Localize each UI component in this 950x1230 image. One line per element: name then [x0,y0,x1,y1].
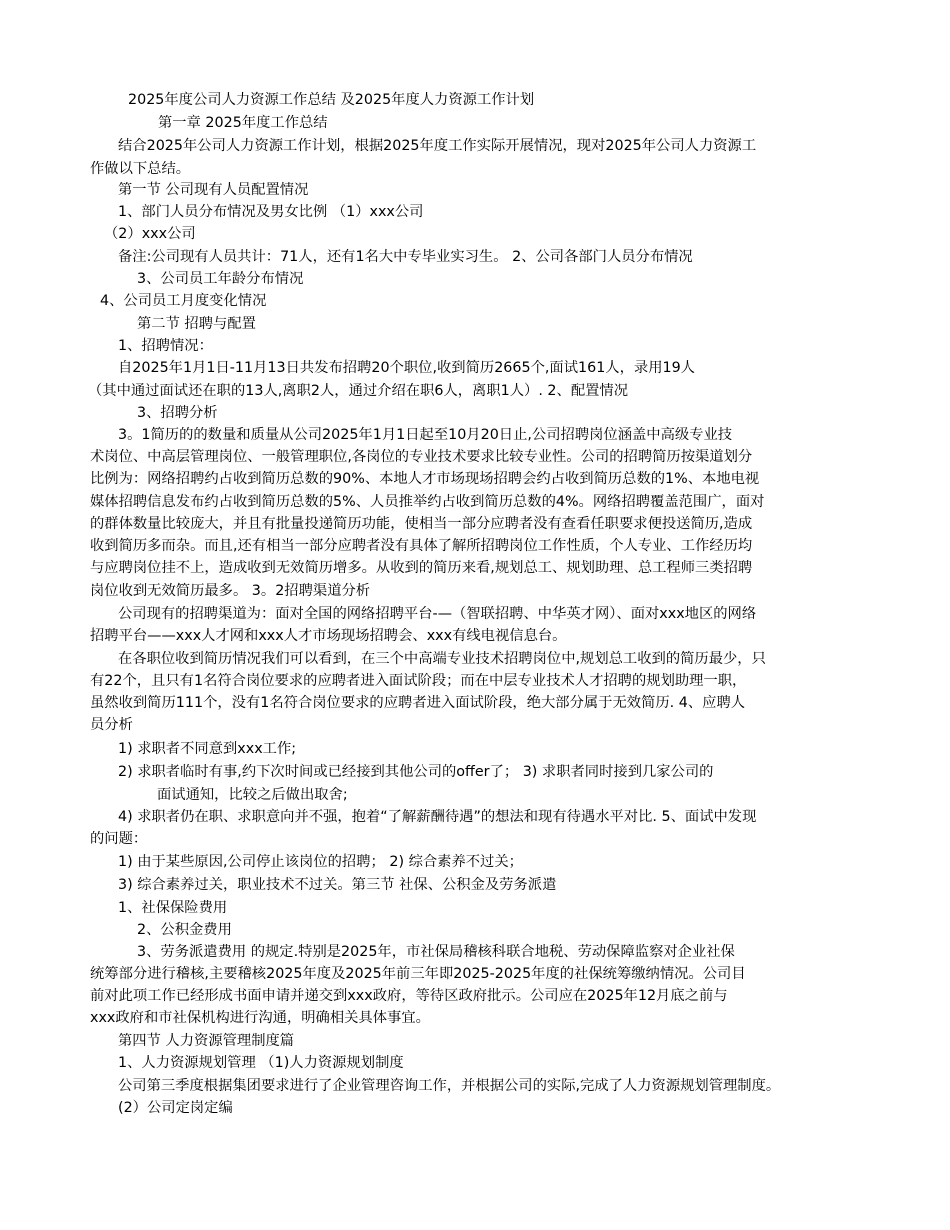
paragraph-line: （其中通过面试还在职的13人,离职2人，通过介绍在职6人，离职1人）. 2、配置情况 [88,383,629,399]
paragraph-line: 4、公司员工月度变化情况 [100,293,267,309]
paragraph-line: 3、招聘分析 [137,405,218,421]
paragraph-line: 的问题： [90,831,148,847]
paragraph-line: 3。1简历的的数量和质量从公司2025年1月1日起至10月20日止,公司招聘岗位涵盖中高级专业技 [118,427,733,443]
paragraph-line: 有22个，且只有1名符合岗位要求的应聘者进入面试阶段；而在中层专业技术人才招聘的规划助理一职， [90,673,747,689]
paragraph-line: 在各职位收到简历情况我们可以看到，在三个中高端专业技术招聘岗位中,规划总工收到的简历最少，只 [118,651,766,667]
paragraph-line: 1、部门人员分布情况及男女比例 （1）xxx公司 [118,204,424,220]
paragraph-line: 3、公司员工年龄分布情况 [137,271,304,287]
section-heading: 第二节 招聘与配置 [137,316,256,332]
paragraph-line: 岗位收到无效简历最多。 3。2招聘渠道分析 [90,583,371,599]
paragraph-line: 1、人力资源规划管理 （1)人力资源规划制度 [118,1055,404,1071]
paragraph-line: 招聘平台——xxx人才网和xxx人才市场现场招聘会、xxx有线电视信息台。 [90,628,567,644]
paragraph-line: 统筹部分进行稽核,主要稽核2025年度及2025年前三年即2025-2025年度的社保统筹缴纳情况。公司目 [90,966,746,982]
paragraph-line: 公司第三季度根据集团要求进行了企业管理咨询工作，并根据公司的实际,完成了人力资源规划管理制度。 [118,1078,781,1094]
section-heading: 第一节 公司现有人员配置情况 [118,182,309,198]
paragraph-line: 收到简历多而杂。而且,还有相当一部分应聘者没有具体了解所招聘岗位工作性质，个人专业、工作经历均 [90,538,753,554]
document-title: 2025年度公司人力资源工作总结 及2025年度人力资源工作计划 [128,92,535,108]
paragraph-line: 1、招聘情况： [118,338,213,354]
paragraph-line: 1、社保保险费用 [118,900,228,916]
paragraph-line: 媒体招聘信息发布约占收到简历总数的5%、人员推举约占收到简历总数的4%。网络招聘覆盖范围广，面对 [90,494,765,510]
list-item: 面试通知，比较之后做出取舍; [157,787,348,803]
paragraph-line: 备注:公司现有人员共计：71人，还有1名大中专毕业实习生。 2、公司各部门人员分布情况 [118,249,693,265]
paragraph-line: 结合2025年公司人力资源工作计划，根据2025年度工作实际开展情况，现对2025年公司人力资源工 [118,138,757,154]
paragraph-line: 员分析 [90,717,133,733]
section-heading: 第四节 人力资源管理制度篇 [118,1033,295,1049]
paragraph-line: 2、公积金费用 [137,922,232,938]
list-item: 2) 求职者临时有事,约下次时间或已经接到其他公司的offer了； 3) 求职者同时接到几家公司的 [118,764,714,780]
paragraph-line: 作做以下总结。 [90,161,191,177]
paragraph-line: 术岗位、中高层管理岗位、一般管理职位,各岗位的专业技术要求比较专业性。公司的招聘简历按渠道划分 [90,449,753,465]
paragraph-line: 3、劳务派遣费用 的规定.特别是2025年，市社保局稽核科联合地税、劳动保障监察对企业社保 [137,944,735,960]
paragraph-line: 虽然收到简历111个，没有1名符合岗位要求的应聘者进入面试阶段，绝大部分属于无效简历. 4、应聘人 [90,695,746,711]
paragraph-line: 自2025年1月1日-11月13日共发布招聘20个职位,收到简历2665个,面试161人，录用19人 [118,360,695,376]
paragraph-line: 前对此项工作已经形成书面申请并递交到xxx政府，等待区政府批示。公司应在2025年12月底之前与 [90,988,728,1004]
paragraph-line: xxx政府和市社保机构进行沟通，明确相关具体事宜。 [90,1010,430,1026]
list-item: 1) 由于某些原因,公司停止该岗位的招聘； 2) 综合素养不过关； [118,854,523,870]
list-item: 4) 求职者仍在职、求职意向并不强，抱着“了解薪酬待遇”的想法和现有待遇水平对比. 5、面试中发现 [118,809,757,825]
list-item: 3) 综合素养过关，职业技术不过关。第三节 社保、公积金及劳务派遣 [118,877,557,893]
paragraph-line: 的群体数量比较庞大，并且有批量投递简历功能，使相当一部分应聘者没有查看任职要求便投送简历,造成 [90,516,753,532]
list-item: 1) 求职者不同意到xxx工作; [118,741,297,757]
paragraph-line: 公司现有的招聘渠道为：面对全国的网络招聘平台-—（智联招聘、中华英才网）、面对xxx地区的网络 [118,606,757,622]
paragraph-line: (2）公司定岗定编 [118,1100,233,1116]
paragraph-line: （2）xxx公司 [104,226,196,242]
chapter-heading: 第一章 2025年度工作总结 [158,115,328,131]
paragraph-line: 比例为：网络招聘约占收到简历总数的90%、本地人才市场现场招聘会约占收到简历总数的1%、本地电视 [90,471,760,487]
paragraph-line: 与应聘岗位挂不上，造成收到无效简历增多。从收到的简历来看,规划总工、规划助理、总工程师三类招聘 [90,560,753,576]
